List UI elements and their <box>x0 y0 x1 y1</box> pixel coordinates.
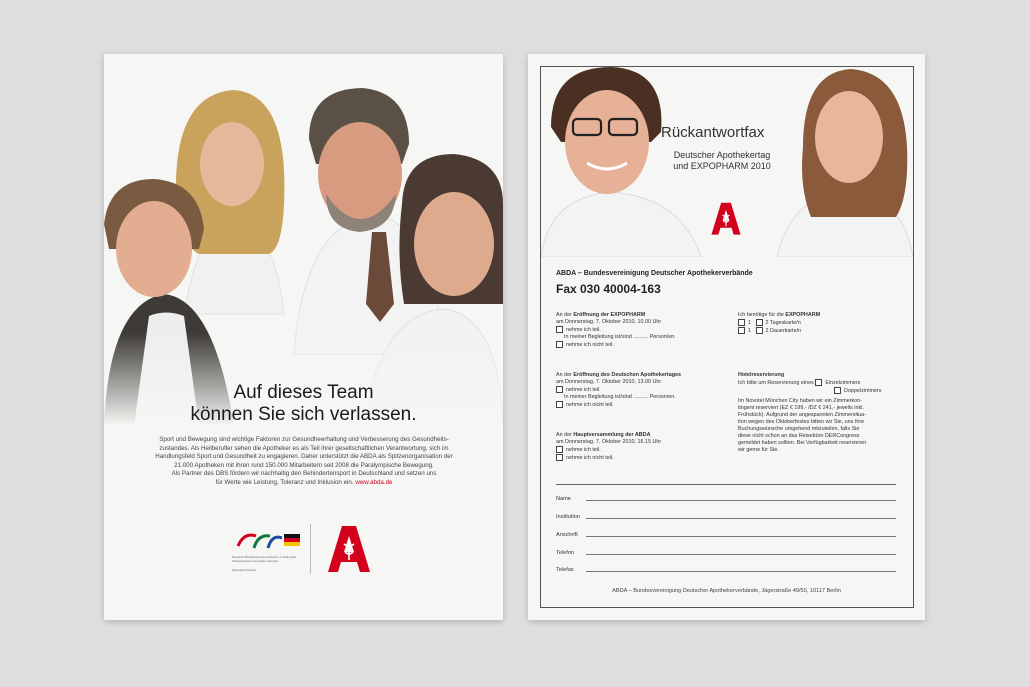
body-line: Sport und Bewegung sind wichtige Faktoren zur Gesundheerhaltung und Verbesserung des Gesundheits- <box>159 436 449 443</box>
section-event: Hauptversammlung der ABDA <box>573 432 651 438</box>
name-field[interactable] <box>556 496 896 502</box>
logo-divider <box>310 524 311 574</box>
fax-subtitle-line-1: Deutscher Apothekertag <box>673 150 771 160</box>
hotel-heading: Hotelreservierung <box>738 372 785 378</box>
right-fax-form-page <box>528 54 925 620</box>
body-line: 21.000 Apotheken mit ihren rund 150.000 Mitarbeitern seit 2008 die Paralympische Bewegung. <box>174 461 434 469</box>
section-date: am Donnerstag, 7. Oktober 2010, 10.00 Uhr <box>556 319 662 325</box>
expopharm-tickets <box>738 312 898 335</box>
phone-field[interactable] <box>556 550 896 556</box>
fax-field[interactable] <box>556 567 896 573</box>
field-line <box>586 536 896 537</box>
checkbox[interactable] <box>556 446 563 453</box>
option-label: nehme ich nicht teil. <box>566 401 614 408</box>
hotel-room-choice <box>738 379 900 387</box>
option-label: nehme ich teil. <box>566 446 601 453</box>
checkbox[interactable] <box>556 454 563 461</box>
section-apothekertag-opening <box>556 372 736 409</box>
team-photo-illustration <box>104 54 503 426</box>
room-option-label: Einzelzimmers <box>825 379 861 386</box>
fax-subtitle <box>658 150 786 172</box>
hotel-text-line: gemeldet haben sollten. Bei Verfügbarkeit reservieren <box>738 439 867 446</box>
qty-label: 2 <box>765 327 769 334</box>
section-hauptversammlung <box>556 432 736 462</box>
checkbox[interactable] <box>556 341 563 348</box>
apotheke-a-icon <box>324 522 374 574</box>
companion-line: In meiner Begleitung ist/sind .......... Person/en. <box>564 393 676 400</box>
checkbox[interactable] <box>815 379 822 386</box>
hotel-room-choice-2 <box>738 387 900 395</box>
option-label: nehme ich nicht teil. <box>566 454 614 461</box>
qty-label: 1 <box>748 327 751 334</box>
body-line: für Werte wie Leistung, Toleranz und Inklusion ein. <box>215 478 354 486</box>
dbs-subtext: Nationaler Förderer <box>232 568 257 573</box>
hotel-text-line: Im Novotel München City haben wir ein Zimmerkon- <box>738 397 863 404</box>
institution-field[interactable] <box>556 514 896 520</box>
section-intro: An der <box>556 372 572 378</box>
body-text <box>144 436 464 488</box>
option-label: nehme ich teil. <box>566 386 601 393</box>
dbs-text <box>232 556 312 573</box>
body-line: Als Partner des DBS fördern wir nachhaltig den Behindertensport in Deutschland und setzen uns <box>171 470 437 478</box>
option-attend[interactable] <box>556 326 736 334</box>
checkbox[interactable] <box>556 401 563 408</box>
section-intro: An der <box>556 432 572 438</box>
ticket-label: Tageskarte/n <box>769 319 801 326</box>
paralympic-agitos-icon <box>234 528 304 556</box>
tickets-intro: Ich benötige für die <box>738 312 784 318</box>
apotheke-a-icon <box>708 200 744 236</box>
checkbox[interactable] <box>556 326 563 333</box>
hotel-text-line: Buchungswünsche umgehend mitzuteilen, falls Sie <box>738 425 860 432</box>
hotel-line: Ich bitte um Reservierung eines <box>738 379 814 386</box>
body-line: Handlungsfeld Sport und Gesundheit zu engagieren. Daher unterstützt die ABDA als Spitzenorganisation der <box>155 453 453 461</box>
option-decline[interactable] <box>556 454 736 462</box>
dbs-name: Deutscher Behindertensportverband e.V. Nationales Paralympisches Committee Germany <box>232 555 297 563</box>
checkbox[interactable] <box>756 327 763 334</box>
field-label: Name <box>556 496 571 502</box>
apotheke-logo-small <box>708 200 744 241</box>
hotel-text-line: tingent reserviert (EZ € 199,- /DZ € 241,- jeweils inkl. <box>738 404 864 411</box>
option-label: nehme ich teil. <box>566 326 601 333</box>
hotel-text-line: Frühstück). Aufgrund der angespannten Zimmersitua- <box>738 411 866 418</box>
companion-line: In meiner Begleitung ist/sind .......... Person/en. <box>564 333 676 340</box>
option-attend[interactable] <box>556 386 736 394</box>
hotel-text-line: tion wegen des Oktoberfestes bitten wir Sie, uns Ihre <box>738 418 865 425</box>
apotheke-logo <box>324 522 374 579</box>
fax-title: Rückantwortfax <box>661 124 765 141</box>
option-decline[interactable] <box>556 401 736 409</box>
checkbox[interactable] <box>556 386 563 393</box>
hotel-reservation <box>738 372 900 454</box>
ticket-row-permanent <box>738 327 898 335</box>
headline-line-1: Auf dieses Team <box>233 382 374 403</box>
field-label: Telefax <box>556 567 574 573</box>
hotel-text <box>738 398 900 454</box>
option-label: nehme ich nicht teil. <box>566 341 614 348</box>
abda-link[interactable]: www.abda.de <box>355 478 393 486</box>
section-event: Eröffnung der EXPOPHARM <box>573 312 646 318</box>
body-line-last <box>144 479 464 488</box>
left-flyer-page <box>104 54 503 620</box>
field-line <box>586 518 896 519</box>
section-intro: An der <box>556 312 572 318</box>
form-separator <box>556 484 896 485</box>
ticket-label: Dauerkarte/n <box>770 327 802 334</box>
field-line <box>586 554 896 555</box>
field-label: Telefon <box>556 550 575 556</box>
checkbox[interactable] <box>738 327 745 334</box>
hotel-text-line: diese nicht schon an das Reisebüro DERCongress <box>738 432 860 439</box>
option-decline[interactable] <box>556 341 736 349</box>
field-line <box>586 500 896 501</box>
field-label: Institution <box>556 514 580 520</box>
body-line: zustandes. Als Heilberufler sehen die Apotheker es als Teil ihrer gesellschaftlichen Verantwortung, sich im <box>159 444 449 452</box>
qty-label: 1 <box>748 319 751 326</box>
tickets-event: EXPOPHARM <box>785 312 821 318</box>
checkbox[interactable] <box>738 319 745 326</box>
room-option-label: Doppelzimmers <box>844 387 882 394</box>
section-event: Eröffnung des Deutschen Apothekertages <box>573 372 682 378</box>
checkbox[interactable] <box>756 319 763 326</box>
qty-label: 2 <box>765 319 769 326</box>
option-attend[interactable] <box>556 446 736 454</box>
headline-line-2: können Sie sich verlassen. <box>190 404 417 425</box>
section-date: am Donnerstag, 7. Oktober 2010, 16.15 Uhr <box>556 439 662 445</box>
address-field[interactable] <box>556 532 896 538</box>
field-label: Anschrift <box>556 532 578 538</box>
team-photo <box>104 54 503 426</box>
organisation-name: ABDA – Bundesvereinigung Deutscher Apothekerverbände <box>556 270 753 277</box>
checkbox[interactable] <box>834 387 841 394</box>
fax-number: Fax 030 40004-163 <box>556 282 661 296</box>
fax-footer-address: ABDA – Bundesvereinigung Deutscher Apothekerverbände, Jägerstraße 49/50, 10117 Berlin <box>612 588 841 594</box>
section-expopharm-opening <box>556 312 736 349</box>
section-date: am Donnerstag, 7. Oktober 2010, 13.00 Uhr <box>556 379 662 385</box>
hotel-text-line: wir gerne für Sie. <box>738 446 779 453</box>
fax-subtitle-line-2: und EXPOPHARM 2010 <box>673 161 771 171</box>
field-line <box>586 571 896 572</box>
ticket-row-day <box>738 319 898 327</box>
